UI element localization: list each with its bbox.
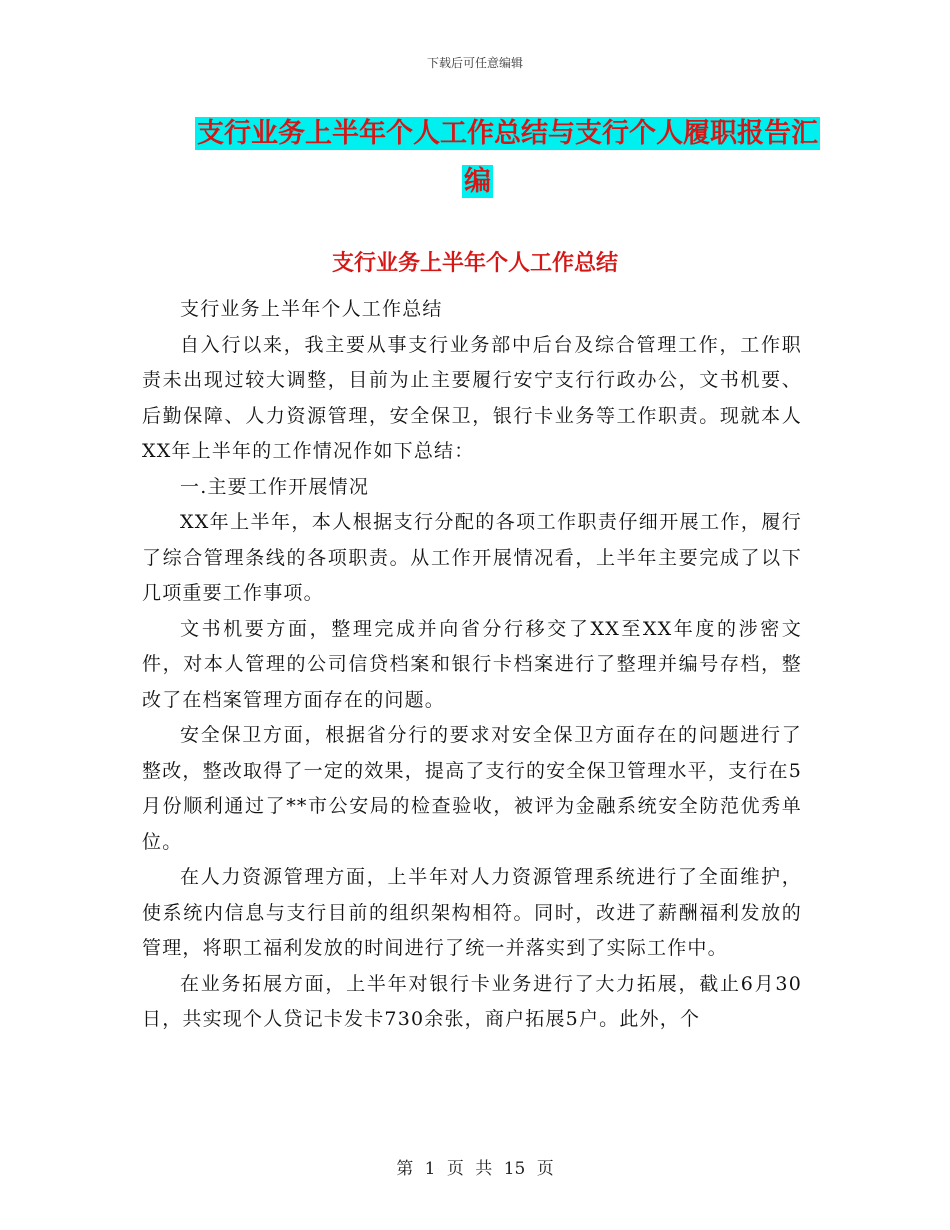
- paragraph-subtitle: 支行业务上半年个人工作总结: [180, 298, 443, 320]
- paragraph-document-work: 文书机要方面，整理完成并向省分行移交了XX至XX年度的涉密文件，对本人管理的公司信贷档案和银行卡档案进行了整理并编号存档，整改了在档案管理方面存在的问题。: [142, 617, 802, 711]
- paragraph-overview: XX年上半年，本人根据支行分配的各项工作职责仔细开展工作，履行了综合管理条线的各项职责。从工作开展情况看，上半年主要完成了以下几项重要工作事项。: [142, 511, 802, 604]
- paragraph-security-work: 安全保卫方面，根据省分行的要求对安全保卫方面存在的问题进行了整改，整改取得了一定的效果，提高了支行的安全保卫管理水平，支行在5月份顺利通过了**市公安局的检查验收，被评为金融系统安全防范优秀单位。: [142, 724, 802, 853]
- paragraph-hr-work: 在人力资源管理方面，上半年对人力资源管理系统进行了全面维护，使系统内信息与支行目前的组织架构相符。同时，改进了薪酬福利发放的管理，将职工福利发放的时间进行了统一并落实到了实际工作中。: [142, 866, 802, 959]
- section-title: 支行业务上半年个人工作总结: [331, 251, 618, 276]
- document-title-line-1: 支行业务上半年个人工作总结与支行个人履职报告汇: [197, 118, 818, 149]
- page-footer: 第 1 页 共 15 页: [396, 1159, 554, 1179]
- paragraph-business-expansion: 在业务拓展方面，上半年对银行卡业务进行了大力拓展，截止6月30日，共实现个人贷记卡发卡730余张，商户拓展5户。此外，个: [142, 972, 802, 1030]
- document-title-line-2: 编: [464, 166, 491, 197]
- document-title: [180, 110, 820, 206]
- body-text: [142, 292, 802, 1038]
- paragraph-heading-main-work: 一.主要工作开展情况: [180, 475, 370, 498]
- header-note: 下载后可任意编辑: [426, 56, 523, 70]
- paragraph-intro: 自入行以来，我主要从事支行业务部中后台及综合管理工作，工作职责未出现过较大调整，目前为止主要履行安宁支行行政办公，文书机要、后勤保障、人力资源管理，安全保卫，银行卡业务等工作职责。现就本人XX年上半年的工作情况作如下总结：: [142, 333, 802, 462]
